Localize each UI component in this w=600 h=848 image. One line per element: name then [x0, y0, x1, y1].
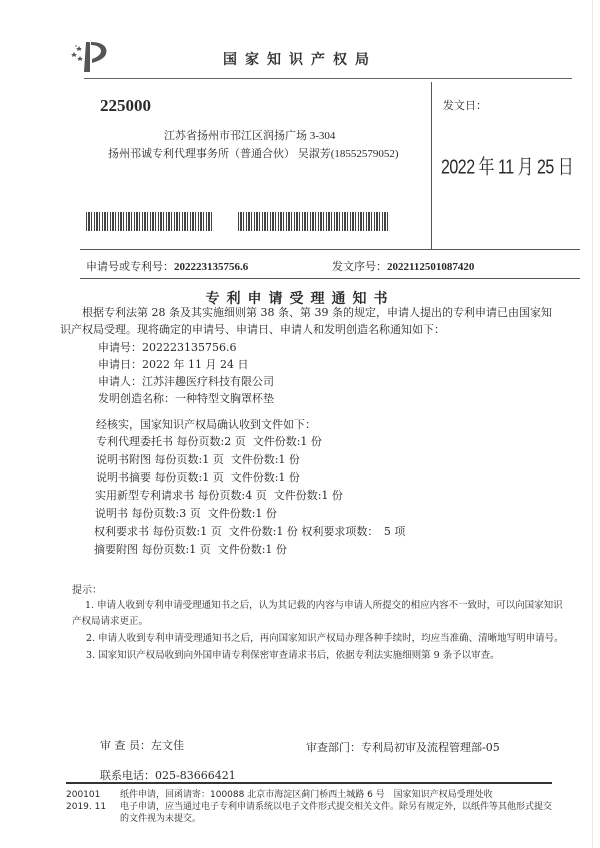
recipient-address: 江苏省扬州市邗江区润扬广场 3-304 — [164, 130, 336, 142]
field-label: 申请日： — [98, 358, 142, 371]
org-title: 国家知识产权局 — [223, 52, 377, 68]
application-number — [86, 258, 248, 274]
examiner — [100, 737, 184, 753]
file-pages: 每份页数:1 页 — [154, 453, 224, 466]
contact-phone — [100, 767, 236, 783]
file-copies: 文件份数:1 份 — [230, 471, 300, 484]
app-no-label: 申请号或专利号： — [86, 260, 174, 273]
issue-date-value: 2022 年 11 月 25 日 — [441, 157, 574, 179]
file-name: 说明书摘要 — [96, 471, 151, 484]
field-value: 202223135756.6 — [142, 341, 237, 354]
department-label: 审查部门： — [306, 741, 361, 754]
recipient-agency: 扬州邗诚专利代理事务所（普通合伙） 吴淑芳(18552579052) — [108, 148, 399, 160]
received-file-row — [96, 469, 300, 485]
field-application-number — [98, 339, 236, 355]
field-value: 一种特型文胸罩杯垫 — [175, 392, 274, 405]
file-name: 说明书附图 — [96, 453, 151, 466]
file-name: 权利要求书 — [94, 525, 149, 538]
footer-rule — [66, 782, 552, 784]
received-file-row — [95, 505, 277, 521]
file-pages: 每份页数:4 页 — [197, 489, 267, 502]
file-pages: 每份页数:1 页 — [154, 471, 224, 484]
examiner-label: 审 查 员： — [100, 739, 151, 752]
tip-item: 2. 申请人收到专利申请受理通知书之后，再向国家知识产权局办理各种手续时，均应当准确、清晰地写明申请号。 — [86, 633, 564, 644]
file-pages: 每份页数:1 页 — [141, 543, 211, 556]
tips-label: 提示： — [72, 585, 102, 596]
received-file-row — [94, 523, 405, 539]
form-code: 200101 — [66, 790, 101, 800]
document-title: 专利申请受理通知书 — [205, 291, 395, 307]
meta-bottom-rule — [80, 278, 580, 279]
file-name: 专利代理委托书 — [96, 435, 173, 448]
recipient-postcode: 225000 — [100, 96, 151, 115]
file-copies: 文件份数:1 份 — [273, 489, 343, 502]
received-intro: 经核实，国家知识产权局确认收到文件如下： — [96, 418, 316, 431]
phone-value: 025-83666421 — [155, 769, 236, 782]
serial-value: 2022112501087420 — [387, 261, 475, 273]
paper-submission-note: 纸件申请，回函请寄：100088 北京市海淀区蓟门桥西土城路 6 号 国家知识产权局受理处收 — [120, 790, 493, 800]
field-invention-name — [98, 390, 274, 406]
page-edge — [592, 0, 593, 848]
serial-number — [332, 258, 474, 274]
app-no-value: 202223135756.6 — [174, 261, 249, 273]
meta-top-rule — [80, 249, 580, 250]
tip-item: 3. 国家知识产权局收到向外国申请专利保密审查请求书后，依据专利法实施细则第 9 条予以审查。 — [86, 650, 500, 661]
column-divider — [431, 82, 432, 250]
issue-date-label: 发文日： — [443, 99, 487, 112]
file-name: 说明书 — [95, 507, 128, 520]
field-application-date — [98, 356, 248, 372]
file-copies: 文件份数:1 份 — [217, 543, 287, 556]
file-pages: 每份页数:1 页 — [152, 525, 222, 538]
tip-item: 1. 申请人收到专利申请受理通知书之后，认为其记载的内容与申请人所提交的相应内容不一致时，可以向国家知识产权局请求更正。 — [72, 600, 563, 627]
field-applicant — [98, 373, 274, 389]
claims-count: 权利要求项数： 5 项 — [301, 525, 406, 538]
department-value: 专利局初审及流程管理部-05 — [361, 741, 500, 754]
form-date: 2019. 11 — [66, 802, 107, 812]
examiner-value: 左文佳 — [151, 739, 184, 752]
field-value: 2022 年 11 月 24 日 — [142, 358, 249, 371]
phone-label: 联系电话： — [100, 769, 155, 782]
field-label: 发明创造名称： — [98, 392, 175, 405]
field-value: 江苏沣趣医疗科技有限公司 — [142, 375, 274, 388]
serial-label: 发文序号： — [332, 260, 387, 273]
received-file-row — [94, 541, 287, 557]
received-file-row — [96, 451, 300, 467]
electronic-submission-note: 电子申请，应当通过电子专利申请系统以电子文件形式提交相关文件。除另有规定外，以纸件等其他形式提交的文件视为未提交。 — [120, 802, 553, 824]
file-copies: 文件份数:1 份 — [228, 525, 298, 538]
intro-paragraph: 根据专利法第 28 条及其实施细则第 38 条、第 39 条的规定，申请人提出的专利申请已由国家知识产权局受理。现将确定的申请号、申请日、申请人和发明创造名称通知如下： — [60, 306, 552, 336]
file-pages: 每份页数:3 页 — [131, 507, 201, 520]
file-pages: 每份页数:2 页 — [176, 435, 246, 448]
received-file-row — [95, 487, 343, 503]
file-copies: 文件份数:1 份 — [207, 507, 277, 520]
barcode-left — [86, 212, 214, 231]
barcode-right — [238, 212, 390, 231]
header-rule — [84, 78, 572, 79]
department — [306, 739, 500, 755]
file-copies: 文件份数:1 份 — [252, 435, 322, 448]
file-name: 实用新型专利请求书 — [95, 489, 194, 502]
file-copies: 文件份数:1 份 — [230, 453, 300, 466]
field-label: 申请号： — [98, 341, 142, 354]
received-file-row — [96, 433, 322, 449]
file-name: 摘要附图 — [94, 543, 138, 556]
field-label: 申请人： — [98, 375, 142, 388]
